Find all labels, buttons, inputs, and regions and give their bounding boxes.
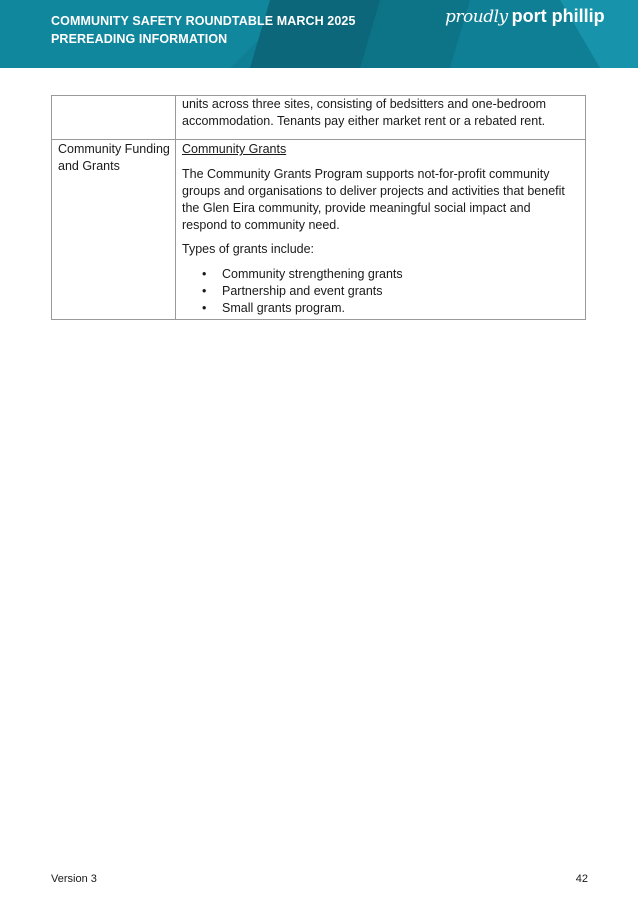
footer-version: Version 3 — [51, 873, 97, 885]
row-text: units across three sites, consisting of bedsitters and one-bedroom accommodation. Tenants pay either market rent or a rebated rent. — [182, 97, 547, 128]
table-row — [52, 140, 586, 320]
section-title: Community Grants — [182, 142, 287, 156]
info-table — [51, 95, 586, 320]
footer-page-number: 42 — [575, 873, 588, 885]
row-label-cell: Community Funding and Grants — [52, 140, 176, 320]
row-content-cell — [176, 96, 586, 140]
list-intro: Types of grants include: — [182, 242, 315, 256]
table-row — [52, 96, 586, 140]
bullet-icon: • — [202, 267, 207, 281]
list-item-text: Community strengthening grants — [222, 267, 403, 281]
council-logo — [445, 6, 605, 36]
page-header — [0, 0, 638, 68]
list-item-text: Small grants program. — [222, 301, 345, 315]
row-content-cell — [176, 140, 586, 320]
bullet-icon: • — [202, 284, 207, 298]
logo-script-text: proudly — [445, 7, 508, 27]
document-title — [51, 12, 356, 48]
list-item — [182, 283, 579, 300]
list-item — [182, 300, 579, 317]
logo-wordmark: port phillip — [511, 6, 605, 26]
document-title-line-1: COMMUNITY SAFETY ROUNDTABLE MARCH 2025 — [51, 14, 356, 28]
list-item — [182, 266, 579, 283]
list-item-text: Partnership and event grants — [222, 284, 383, 298]
document-title-line-2: PREREADING INFORMATION — [51, 32, 228, 46]
grant-types-list — [182, 266, 579, 317]
row-label-cell — [52, 96, 176, 140]
section-paragraph: The Community Grants Program supports not-for-profit community groups and organisations to deliver projects and activities that benefit the Glen Eira community, provide meaningful social impact and respond to community need. — [182, 167, 565, 232]
bullet-icon: • — [202, 301, 207, 315]
